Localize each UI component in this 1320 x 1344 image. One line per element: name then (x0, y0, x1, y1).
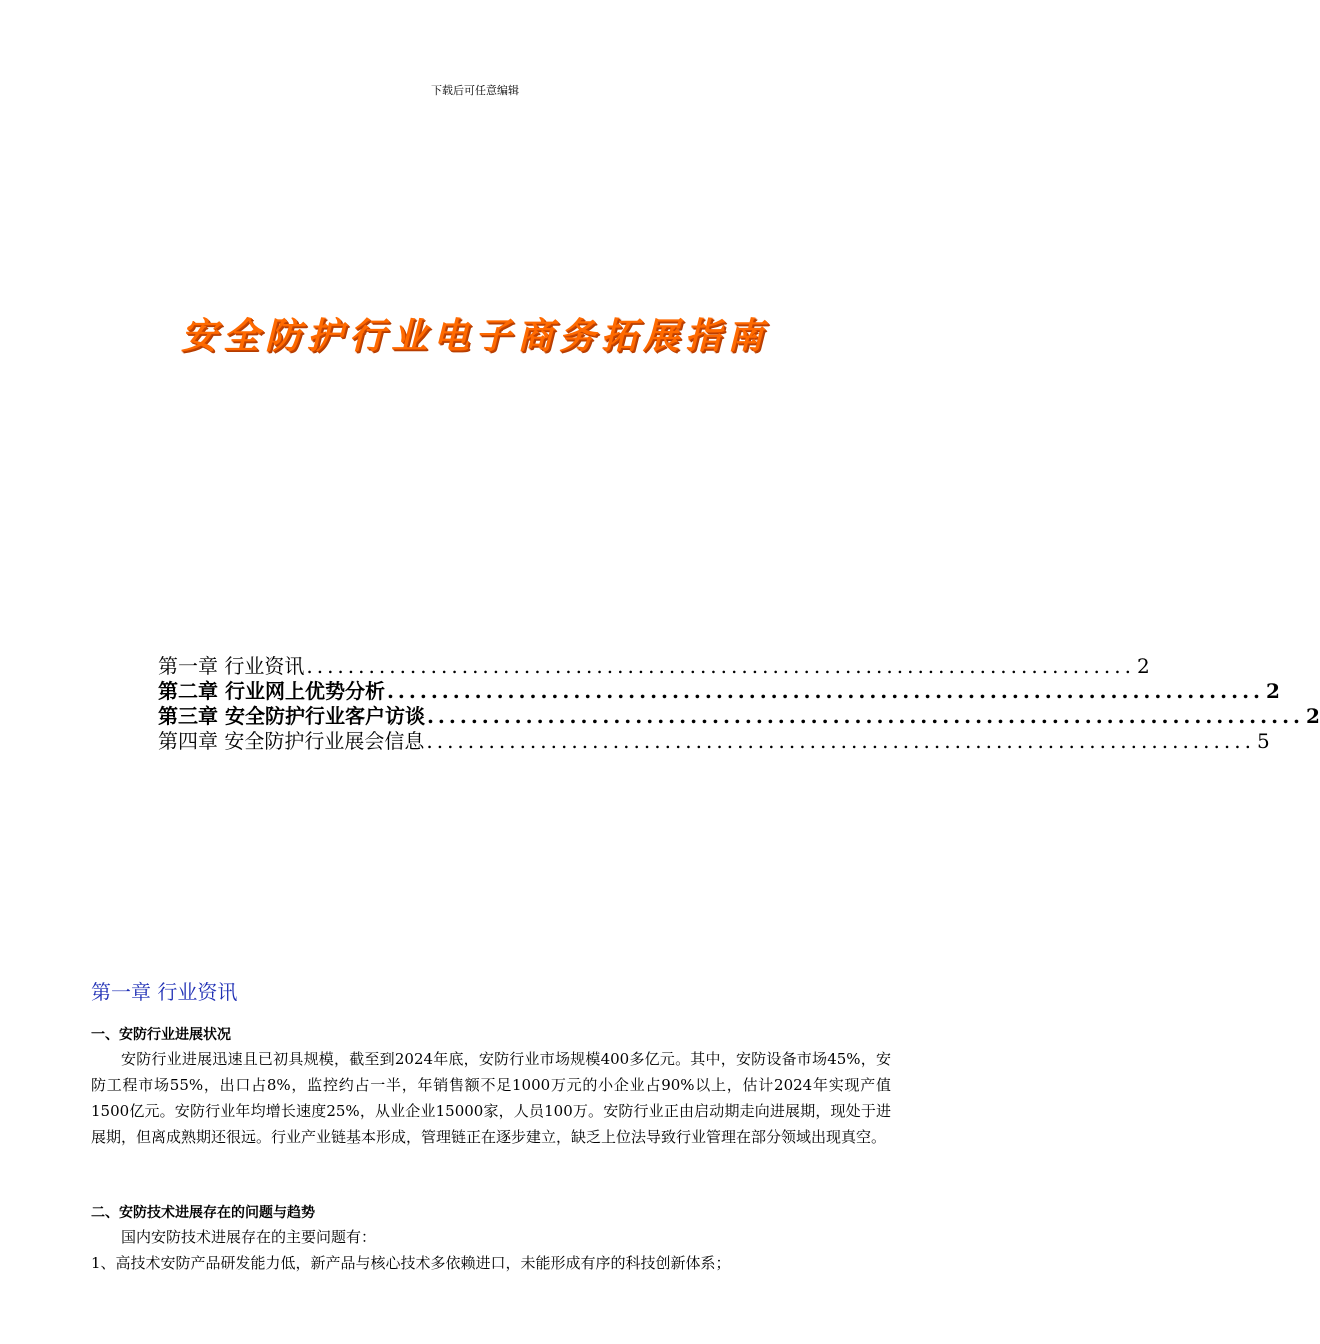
toc-item-1[interactable] (158, 654, 1150, 679)
toc-leader-dots: ................................................................................ (306, 654, 1135, 678)
header-note: 下载后可任意编辑 (431, 84, 519, 97)
section-title: 一、安防行业进展状况 (91, 1027, 231, 1043)
section-1 (91, 1024, 891, 1150)
document-title: 安全防护行业电子商务拓展指南 (180, 316, 769, 357)
toc-item-4[interactable] (158, 729, 1270, 754)
toc-leader-dots: ................................................................................ (426, 704, 1304, 728)
section-2 (91, 1202, 891, 1276)
section-title: 二、安防技术进展存在的问题与趋势 (91, 1205, 315, 1221)
toc-item-page: 2 (1306, 704, 1320, 728)
section-paragraph: 安防行业进展迅速且已初具规模，截至到2024年底，安防行业市场规模400多亿元。其中，安防设备市场45%，安防工程市场55%，出口占8%，监控约占一半，年销售额不足1000万元的小企业占90%以上，估计2024年实现产值1500亿元。安防行业年均增长速度25%，从业企业15000家，人员100万。安防行业正由启动期走向进展期，现处于进展期，但离成熟期还很远。行业产业链基本形成，管理链正在逐步建立，缺乏上位法导致行业管理在部分领域出现真空。 (91, 1050, 891, 1146)
section-intro: 国内安防技术进展存在的主要问题有： (121, 1228, 377, 1246)
toc-leader-dots: ................................................................................ (426, 729, 1255, 753)
list-item: 1、高技术安防产品研发能力低，新产品与核心技术多依赖进口，未能形成有序的科技创新体系； (91, 1254, 731, 1272)
toc-item-page: 2 (1266, 679, 1280, 703)
table-of-contents (158, 654, 1320, 754)
toc-item-label: 第四章 安全防护行业展会信息 (158, 729, 425, 753)
chapter-heading: 第一章 行业资讯 (91, 980, 238, 1004)
toc-item-label: 第三章 安全防护行业客户访谈 (158, 704, 425, 728)
toc-leader-dots: ................................................................................ (386, 679, 1264, 703)
toc-item-label: 第二章 行业网上优势分析 (158, 679, 385, 703)
toc-item-page: 5 (1256, 729, 1270, 753)
toc-item-2[interactable] (158, 679, 1280, 704)
toc-item-label: 第一章 行业资讯 (158, 654, 305, 678)
toc-item-3[interactable] (158, 704, 1320, 729)
toc-item-page: 2 (1136, 654, 1150, 678)
